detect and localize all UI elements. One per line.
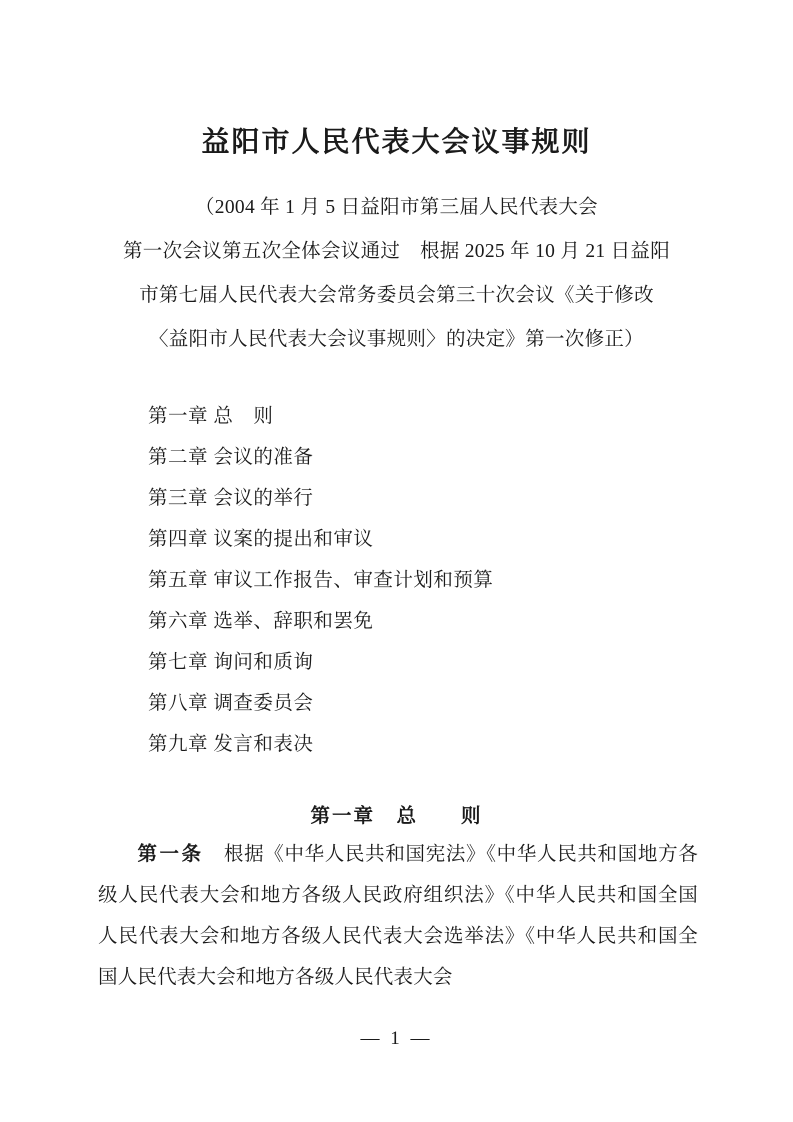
- preamble-line-1: （2004 年 1 月 5 日益阳市第三届人民代表大会: [195, 196, 598, 218]
- toc-item-chapter-4: 第四章 议案的提出和审议: [148, 528, 374, 550]
- article-paragraph: [0, 834, 793, 998]
- toc-item-chapter-1: 第一章 总 则: [148, 405, 274, 427]
- toc-item-chapter-2: 第二章 会议的准备: [148, 446, 314, 468]
- chapter-heading: 第一章 总 则: [310, 805, 483, 827]
- toc-item-chapter-6: 第六章 选举、辞职和罢免: [148, 610, 374, 632]
- page-title: 益阳市人民代表大会议事规则: [201, 127, 592, 158]
- preamble-block: [0, 160, 793, 362]
- article-body: 根据《中华人民共和国宪法》《中华人民共和国地方各级人民代表大会和地方各级人民政府组织法》《中华人民共和国全国人民代表大会和地方各级人民代表大会选举法》《中华人民共和国全国人民代表大会和地方各级人民代表大会: [98, 843, 698, 988]
- table-of-contents: [0, 362, 793, 765]
- toc-item-chapter-3: 第三章 会议的举行: [148, 487, 314, 509]
- preamble-line-2: 第一次会议第五次全体会议通过 根据 2025 年 10 月 21 日益阳: [122, 240, 671, 262]
- toc-item-chapter-9: 第九章 发言和表决: [148, 733, 314, 755]
- toc-item-chapter-5: 第五章 审议工作报告、审查计划和预算: [148, 569, 494, 591]
- page-number: — 1 —: [360, 1028, 433, 1049]
- preamble-line-4: 〈益阳市人民代表大会议事规则〉的决定》第一次修正）: [148, 328, 644, 350]
- article-number: 第一条: [137, 843, 204, 865]
- toc-item-chapter-7: 第七章 询问和质询: [148, 651, 314, 673]
- toc-item-chapter-8: 第八章 调查委员会: [148, 692, 314, 714]
- preamble-line-3: 市第七届人民代表大会常务委员会第三十次会议《关于修改: [139, 284, 654, 306]
